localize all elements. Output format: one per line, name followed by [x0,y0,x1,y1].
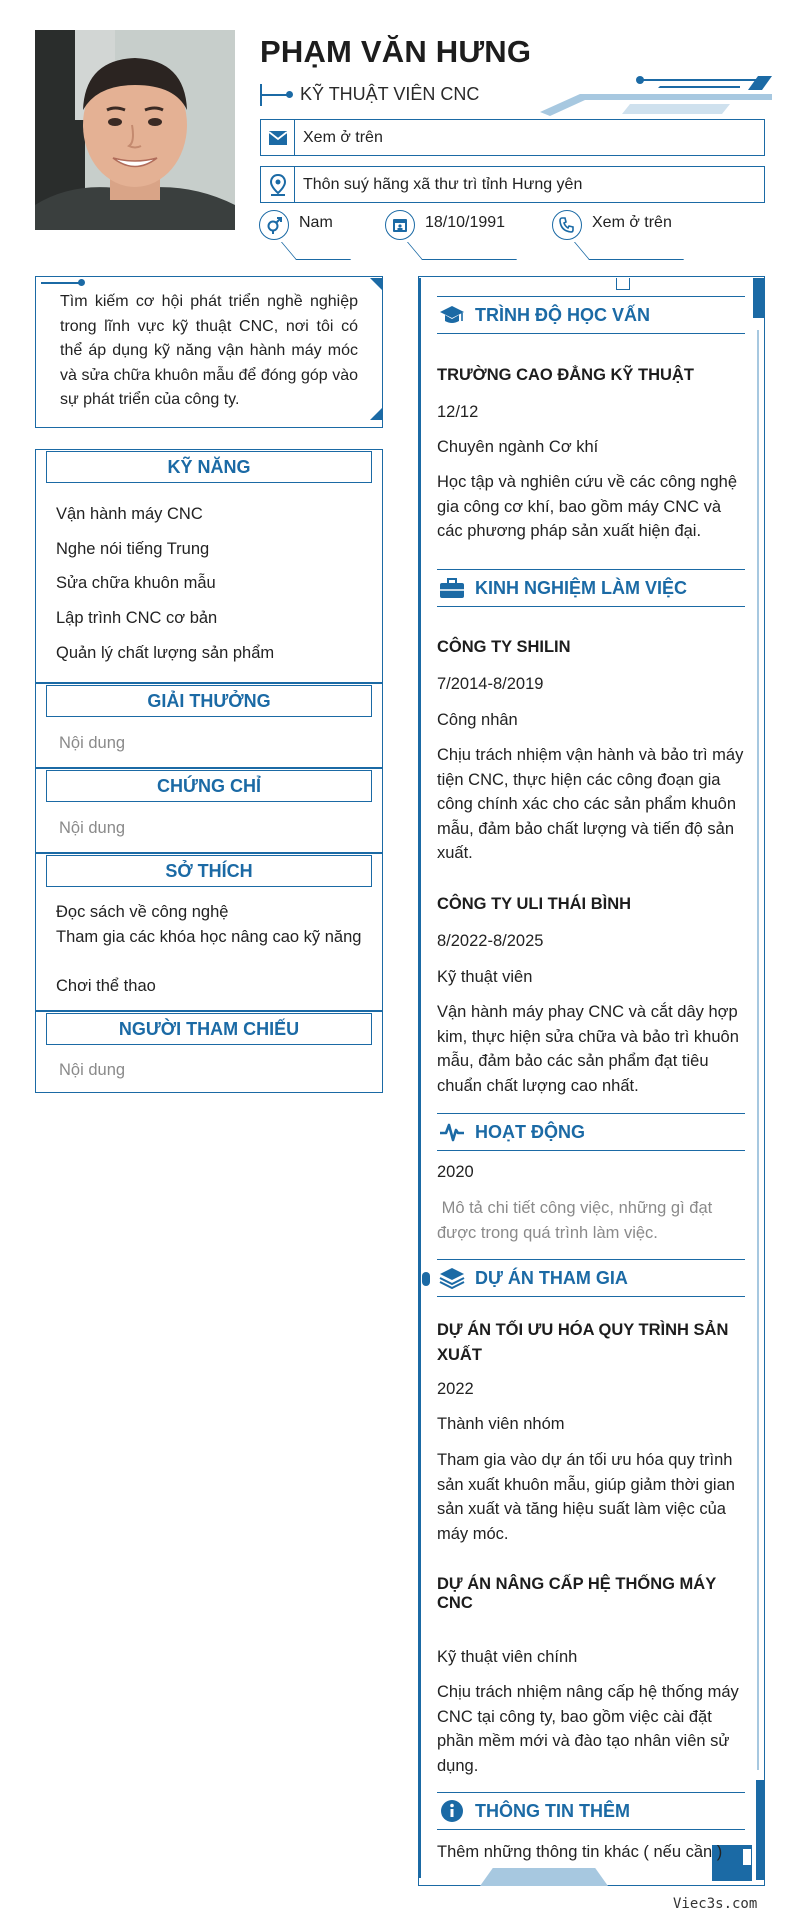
certificates-title: CHỨNG CHỈ [46,770,372,802]
references-content: Nội dung [59,1061,126,1079]
activity-description: Mô tả chi tiết công việc, những gì đạt được trong quá trình làm việc. [437,1199,717,1242]
project-description: Chịu trách nhiệm nâng cấp hệ thống máy CNC tại công ty, bao gồm việc cài đặt phần mềm mới và đào tạo nhân viên sử dụng. [437,1683,739,1775]
hobby-item: Tham gia các khóa học nâng cao kỹ năng [56,928,362,946]
education-description: Học tập và nghiên cứu về các công nghệ gia công cơ khí, bao gồm máy CNC và các phương pháp sản xuất hiện đại. [437,473,737,541]
experience-title: KINH NGHIỆM LÀM VIỆC [475,577,688,598]
project-name: DỰ ÁN NÂNG CẤP HỆ THỐNG MÁY CNC [437,1575,716,1612]
dob-info [385,210,525,250]
experience-header [437,569,745,607]
email-value: Xem ở trên [303,128,383,146]
right-frame-bottom-accent [756,1780,765,1880]
gender-value: Nam [299,214,333,231]
project-year: 2022 [437,1380,474,1398]
job-title-dot [286,91,293,98]
phone-icon [552,210,582,240]
envelope-icon [261,120,295,155]
right-frame-side-line [757,330,759,1770]
project-name: DỰ ÁN TỐI ƯU HÓA QUY TRÌNH SẢN XUẤT [437,1321,729,1364]
education-title: TRÌNH ĐỘ HỌC VẤN [475,304,650,325]
gender-underline [281,242,351,260]
additional-header [437,1792,745,1830]
activities-header [437,1113,745,1151]
phone-underline [574,242,684,260]
job-title: KỸ THUẬT VIÊN CNC [300,84,480,104]
skill-item: Sửa chữa khuôn mẫu [56,574,216,592]
hobby-item: Đọc sách về công nghệ [56,903,229,921]
skill-item: Lập trình CNC cơ bản [56,609,218,627]
summary-accent-dot [78,279,85,286]
candidate-name: PHẠM VĂN HƯNG [260,34,532,69]
career-objective: Tìm kiếm cơ hội phát triển nghề nghiệp trong lĩnh vực kỹ thuật CNC, nơi tôi có thể áp dụng kỹ năng vận hành máy móc và sửa chữa khuôn mẫu để đóng góp vào sự phát triển của công ty. [60,293,358,409]
job-period: 8/2022-8/2025 [437,932,544,950]
address-field [260,166,765,203]
job-position: Kỹ thuật viên [437,968,533,986]
location-pin-icon [261,167,295,202]
profile-photo [35,30,235,230]
summary-corner-bottom [370,408,382,420]
summary-corner-top [370,278,382,290]
dob-underline [407,242,517,260]
projects-title: DỰ ÁN THAM GIA [475,1267,628,1288]
gender-info [259,210,369,250]
additional-content: Thêm những thông tin khác ( nếu cần ) [437,1843,723,1861]
hobby-item: Chơi thể thao [56,977,156,995]
right-frame-left-rail [419,278,425,1878]
phone-value: Xem ở trên [592,214,672,231]
right-frame-tab [616,278,630,290]
phone-info [552,210,692,250]
circuit-decoration [540,74,772,116]
job-description: Chịu trách nhiệm vận hành và bảo trì máy tiện CNC, thực hiện các công đoạn gia công chính xác cho các sản phẩm khuôn mẫu, đảm bảo chất lượng và tiến độ sản xuất. [437,746,744,863]
email-field [260,119,765,156]
job-period: 7/2014-8/2019 [437,675,544,693]
gender-icon [259,210,289,240]
skill-item: Quản lý chất lượng sản phẩm [56,644,275,662]
profile-photo-image [35,30,235,230]
summary-accent-line [41,282,81,284]
school-grade: 12/12 [437,403,479,421]
skill-item: Vận hành máy CNC [56,505,203,523]
briefcase-icon [437,575,467,601]
job-position: Công nhân [437,711,518,729]
layers-icon [437,1265,467,1291]
project-role: Kỹ thuật viên chính [437,1648,578,1666]
school-name: TRƯỜNG CAO ĐẲNG KỸ THUẬT [437,366,694,384]
awards-content: Nội dung [59,734,126,752]
skills-title: KỸ NĂNG [46,451,372,483]
projects-header [437,1259,745,1297]
education-header [437,296,745,334]
right-frame-dot [422,1272,430,1286]
calendar-icon [385,210,415,240]
pulse-icon [437,1119,467,1145]
right-frame-top-accent [753,278,765,318]
graduation-cap-icon [437,302,467,328]
watermark-text: Viec3s.com [673,1896,758,1912]
company-name: CÔNG TY ULI THÁI BÌNH [437,895,632,913]
awards-title: GIẢI THƯỞNG [46,685,372,717]
references-title: NGƯỜI THAM CHIẾU [46,1013,372,1045]
certificates-content: Nội dung [59,819,126,837]
dob-value: 18/10/1991 [425,214,506,231]
skill-item: Nghe nói tiếng Trung [56,540,210,558]
right-frame-bottom-decoration [480,1868,608,1886]
school-major: Chuyên ngành Cơ khí [437,438,599,456]
job-description: Vận hành máy phay CNC và cắt dây hợp kim, thực hiện sửa chữa và bảo trì khuôn mẫu, đảm bảo các sản phẩm đạt tiêu chuẩn chất lượng cao nhất. [437,1003,739,1095]
project-description: Tham gia vào dự án tối ưu hóa quy trình sản xuất khuôn mẫu, giúp giảm thời gian sản xuất và tăng hiệu suất làm việc của máy móc. [437,1451,735,1543]
address-value: Thôn suý hãng xã thư trì tỉnh Hưng yên [303,175,583,193]
company-name: CÔNG TY SHILIN [437,638,571,656]
additional-title: THÔNG TIN THÊM [475,1800,630,1821]
activities-title: HOẠT ĐỘNG [475,1121,585,1142]
activity-year: 2020 [437,1163,474,1181]
hobbies-title: SỞ THÍCH [46,855,372,887]
info-icon [437,1798,467,1824]
project-role: Thành viên nhóm [437,1415,565,1433]
